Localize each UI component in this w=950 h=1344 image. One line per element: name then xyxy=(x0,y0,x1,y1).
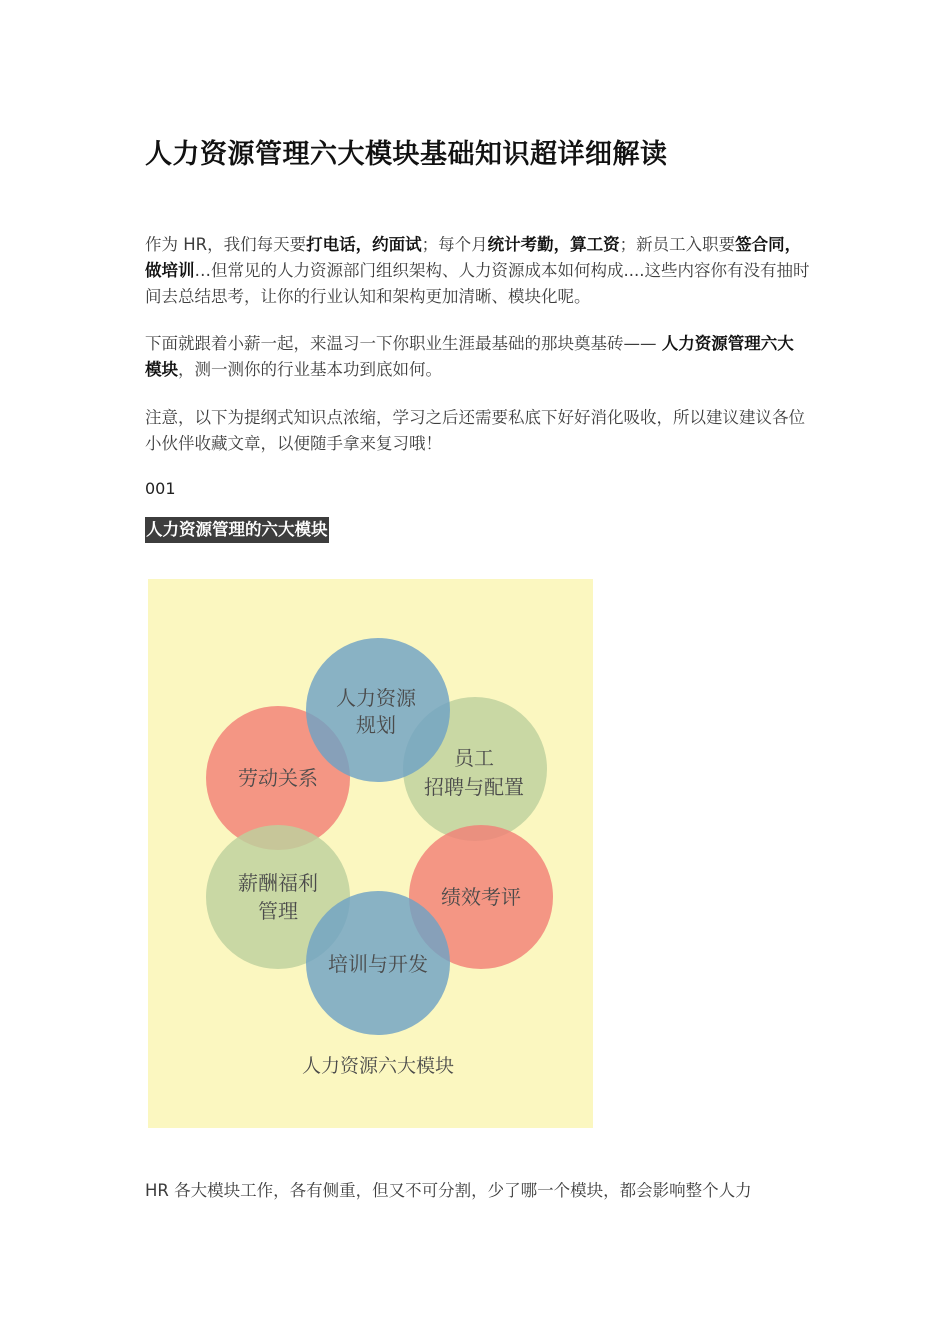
para2-text-2: ，测一测你的行业基本功到底如何。 xyxy=(178,360,442,379)
planning-label-line1: 人力资源 xyxy=(336,686,416,710)
intro-text-1: 作为 HR，我们每天要 xyxy=(145,235,307,254)
intro-paragraph xyxy=(145,232,810,310)
note-paragraph: 注意，以下为提纲式知识点浓缩，学习之后还需要私底下好好消化吸收，所以建议建议各位小伙伴收藏文章，以便随手拿来复习哦！ xyxy=(145,408,805,453)
compensation-label-line2: 管理 xyxy=(258,899,298,923)
six-modules-diagram xyxy=(148,579,593,1128)
intro-text-2: ；每个月 xyxy=(421,235,488,254)
page-title: 人力资源管理六大模块基础知识超详细解读 xyxy=(145,139,668,170)
performance-label: 绩效考评 xyxy=(441,885,521,909)
intro-bold-1: 打电话，约面试 xyxy=(306,235,422,254)
diagram-caption: 人力资源六大模块 xyxy=(301,1055,455,1077)
intro-text-4: …但常见的人力资源部门组织架构、人力资源成本如何构成....这些内容你有没有抽时间去总结思考，让你的行业认知和架构更加清晰、模块化呢。 xyxy=(145,261,810,306)
intro-bold-3: 签合同，做培训 xyxy=(145,235,802,280)
compensation-label-line1: 薪酬福利 xyxy=(238,871,318,895)
intro-text-3: ；新员工入职要 xyxy=(619,235,736,254)
recruitment-label-line2: 招聘与配置 xyxy=(424,775,524,799)
planning-circle xyxy=(306,638,450,782)
para2-bold-1: 人力资源管理六大模块 xyxy=(145,334,794,379)
planning-label-line2: 规划 xyxy=(356,713,396,737)
recruitment-label-line1: 员工 xyxy=(454,746,494,770)
labor-relations-label: 劳动关系 xyxy=(238,766,318,790)
para2-text-1: 下面就跟着小薪一起，来温习一下你职业生涯最基础的那块奠基砖—— xyxy=(145,334,662,353)
section-heading: 人力资源管理的六大模块 xyxy=(145,517,329,543)
fourth-paragraph: HR 各大模块工作，各有侧重，但又不可分割，少了哪一个模块，都会影响整个人力 xyxy=(145,1181,752,1200)
intro-bold-2: 统计考勤，算工资 xyxy=(487,235,620,254)
second-paragraph xyxy=(145,331,810,383)
section-number: 001 xyxy=(145,479,176,498)
training-label: 培训与开发 xyxy=(328,952,428,976)
